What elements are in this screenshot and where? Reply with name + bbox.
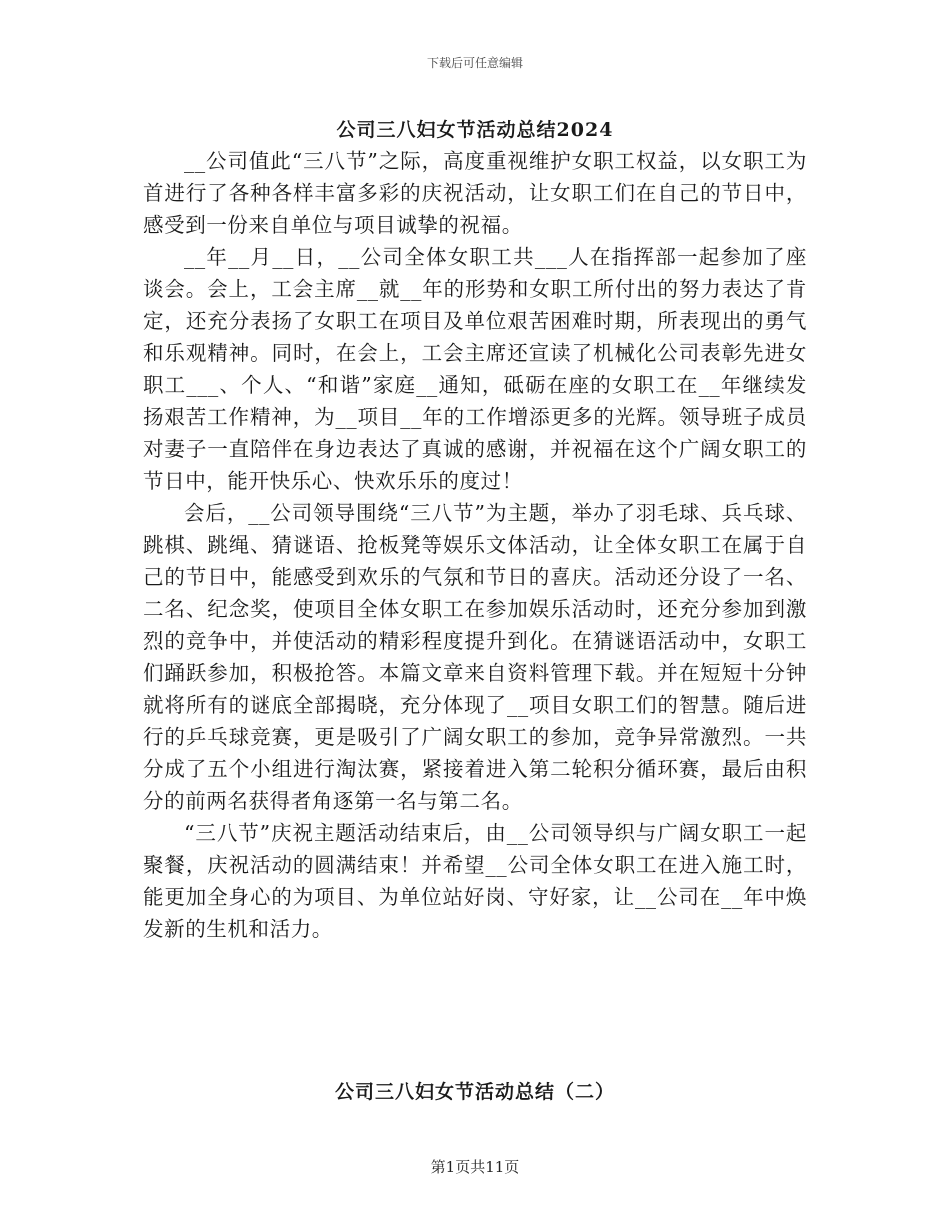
document-body — [143, 145, 807, 945]
section-subtitle: 公司三八妇女节活动总结（二） — [334, 1081, 615, 1103]
page-footer: 第1页共11页 — [430, 1158, 520, 1176]
paragraph-4: “三八节”庆祝主题活动结束后，由__公司领导织与广阔女职工一起聚餐，庆祝活动的圆满结束！并希望__公司全体女职工在进入施工时，能更加全身心的为项目、为单位站好岗、守好家，让__公司在__年中焕发新的生机和活力。 — [143, 821, 807, 941]
paragraph-2: __年__月__日，__公司全体女职工共___人在指挥部一起参加了座谈会。会上，工会主席__就__年的形势和女职工所付出的努力表达了肯定，还充分表扬了女职工在项目及单位艰苦困难时期，所表现出的勇气和乐观精神。同时，在会上，工会主席还宣读了机械化公司表彰先进女职工___、个人、“和谐”家庭__通知，砥砺在座的女职工在__年继续发扬艰苦工作精神，为__项目__年的工作增添更多的光辉。领导班子成员对妻子一直陪伴在身边表达了真诚的感谢，并祝福在这个广阔女职工的节日中，能开快乐心、快欢乐乐的度过！ — [143, 245, 807, 493]
paragraph-1: __公司值此“三八节”之际，高度重视维护女职工权益，以女职工为首进行了各种各样丰富多彩的庆祝活动，让女职工们在自己的节日中，感受到一份来自单位与项目诚挚的祝福。 — [143, 149, 807, 237]
page-header: 下载后可任意编辑 — [426, 56, 523, 70]
paragraph-3: 会后，__公司领导围绕“三八节”为主题，举办了羽毛球、兵乓球、跳棋、跳绳、猜谜语、抢板凳等娱乐文体活动，让全体女职工在属于自己的节日中，能感受到欢乐的气氛和节日的喜庆。活动还分设了一名、二名、纪念奖，使项目全体女职工在参加娱乐活动时，还充分参加到激烈的竞争中，并使活动的精彩程度提升到化。在猜谜语活动中，女职工们踊跃参加，积极抢答。本篇文章来自资料管理下载。并在短短十分钟就将所有的谜底全部揭晓，充分体现了__项目女职工们的智慧。随后进行的乒乓球竞赛，更是吸引了广阔女职工的参加，竞争异常激烈。一共分成了五个小组进行淘汰赛，紧接着进入第二轮积分循环赛，最后由积分的前两名获得者角逐第一名与第二名。 — [143, 501, 807, 813]
document-title: 公司三八妇女节活动总结2024 — [336, 119, 614, 141]
